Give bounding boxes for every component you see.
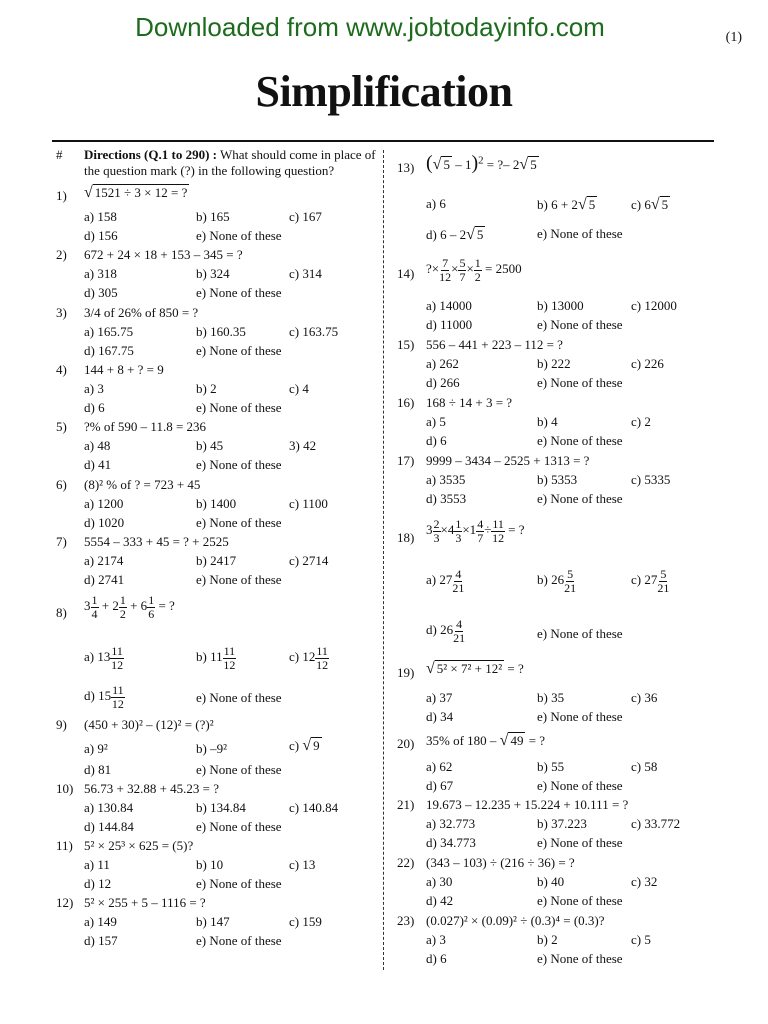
- option-e: e) None of these: [537, 951, 623, 966]
- option-c: c) 4: [289, 381, 309, 396]
- option-b: b) 35: [537, 690, 565, 705]
- question-number: 13): [397, 160, 415, 175]
- option-e: e) None of these: [537, 491, 623, 506]
- option-e: e) None of these: [537, 433, 623, 448]
- option-d-label: d): [84, 688, 95, 704]
- question-number: 4): [56, 362, 67, 377]
- question-20-expression: 35% of 180 – √ 49 = ?: [426, 732, 546, 749]
- option-d: d) 3553: [426, 491, 467, 506]
- option-a: a) 262: [426, 356, 459, 371]
- option-d: d) 11000: [426, 317, 473, 332]
- option-d: d) 157: [84, 933, 118, 948]
- expr-tail: = ?: [507, 661, 524, 676]
- option-d: d) 144.84: [84, 819, 134, 834]
- question-text: (0.027)² × (0.09)² ÷ (0.3)⁴ = (0.3)?: [426, 913, 605, 928]
- expr-tail: = 2500: [485, 261, 522, 277]
- option-c: c) 32: [631, 874, 658, 889]
- option-c: c) 5: [631, 932, 651, 947]
- question-number: 7): [56, 534, 67, 549]
- option-c: c) 36: [631, 690, 658, 705]
- expr-tail: = ?: [528, 733, 546, 748]
- option-c-label: c): [631, 572, 642, 588]
- question-number: 5): [56, 419, 67, 434]
- option-d: d) 67: [426, 778, 454, 793]
- option-c: c) 2714: [289, 553, 329, 568]
- option-e: e) None of these: [196, 933, 282, 948]
- question-1-expression: √ 1521 ÷ 3 × 12 = ?: [84, 184, 188, 201]
- option-d: d) 12: [84, 876, 112, 891]
- question-number: 12): [56, 895, 74, 910]
- option-b: b) 324: [196, 266, 230, 281]
- question-text: 3/4 of 26% of 850 = ?: [84, 305, 199, 320]
- page-number: (1): [725, 30, 742, 45]
- option-e: e) None of these: [196, 762, 282, 777]
- option-e: e) None of these: [537, 626, 623, 641]
- option-c: c) 6√ 5: [631, 196, 669, 213]
- directions-hash: #: [56, 147, 63, 162]
- option-d: d) 305: [84, 285, 118, 300]
- option-a-label: a): [84, 649, 95, 665]
- option-c: c) √ 9: [289, 737, 320, 754]
- option-d: d) 2741: [84, 572, 125, 587]
- option-d: d) 266: [426, 375, 460, 390]
- option-e: e) None of these: [537, 375, 623, 390]
- option-b: b) –9²: [196, 741, 227, 756]
- option-b: b) 37.223: [537, 816, 587, 831]
- question-text: (450 + 30)² – (12)² = (?)²: [84, 717, 214, 732]
- question-text: 56.73 + 32.88 + 45.23 = ?: [84, 781, 220, 796]
- expr-tail: = ?: [508, 522, 525, 538]
- option-b: b) 165: [196, 209, 230, 224]
- option-e: e) None of these: [196, 457, 282, 472]
- question-8-expression: 3 $\frac{1}{4}$ + 2 $\frac{1}{2}$ + 6 $\frac{1}{6}$ = ?: [84, 593, 175, 621]
- question-number: 9): [56, 717, 67, 732]
- option-a: a) 32.773: [426, 816, 476, 831]
- option-b: b) 11 $\frac{11}{12}$: [196, 644, 236, 672]
- option-b: b) 6 + 2√ 5: [537, 196, 596, 213]
- option-b: b) 4: [537, 414, 558, 429]
- option-a: a) 3: [84, 381, 104, 396]
- option-e: e) None of these: [537, 893, 623, 908]
- option-d: d) 81: [84, 762, 112, 777]
- option-a: a) 3535: [426, 472, 466, 487]
- option-d: d) 34: [426, 709, 454, 724]
- question-text: (343 – 103) ÷ (216 ÷ 36) = ?: [426, 855, 575, 870]
- option-d: d) 6: [426, 951, 447, 966]
- option-a: a) 149: [84, 914, 117, 929]
- option-c: c) 167: [289, 209, 322, 224]
- option-a-label: a): [426, 572, 437, 588]
- option-d: d) 34.773: [426, 835, 476, 850]
- question-text: (8)² % of ? = 723 + 45: [84, 477, 201, 492]
- question-text: 672 + 24 × 18 + 153 – 345 = ?: [84, 247, 243, 262]
- question-number: 23): [397, 913, 415, 928]
- option-a: a) 62: [426, 759, 453, 774]
- option-e: e) None of these: [196, 819, 282, 834]
- option-a: a) 3: [426, 932, 446, 947]
- option-a: a) 27 $\frac{4}{21}$: [426, 567, 465, 595]
- option-e: e) None of these: [196, 400, 282, 415]
- option-c: c) 5335: [631, 472, 671, 487]
- option-a: a) 6: [426, 196, 446, 211]
- question-text: 5² × 25³ × 625 = (5)?: [84, 838, 194, 853]
- option-c: c) 12000: [631, 298, 677, 313]
- option-d: d) 156: [84, 228, 118, 243]
- option-c: c) 33.772: [631, 816, 681, 831]
- option-b: b) 1400: [196, 496, 237, 511]
- option-e: e) None of these: [537, 317, 623, 332]
- option-b: b) 13000: [537, 298, 584, 313]
- option-b-label: b): [537, 197, 548, 212]
- option-b: b) 45: [196, 438, 224, 453]
- question-number: 2): [56, 247, 67, 262]
- option-a: a) 2174: [84, 553, 124, 568]
- option-a: a) 11: [84, 857, 110, 872]
- option-a: a) 158: [84, 209, 117, 224]
- option-b: b) 5353: [537, 472, 578, 487]
- option-b: b) 40: [537, 874, 565, 889]
- expr-tail: = ?: [158, 598, 175, 614]
- question-number: 3): [56, 305, 67, 320]
- question-text: 556 – 441 + 223 – 112 = ?: [426, 337, 563, 352]
- question-number: 8): [56, 605, 67, 620]
- option-e: e) None of these: [537, 835, 623, 850]
- question-number: 18): [397, 530, 415, 545]
- option-c: c) 13: [289, 857, 316, 872]
- option-b: b) 55: [537, 759, 565, 774]
- option-a: a) 5: [426, 414, 446, 429]
- question-number: 16): [397, 395, 415, 410]
- banner: Downloaded from www.jobtodayinfo.com: [135, 12, 605, 42]
- option-a: a) 30: [426, 874, 453, 889]
- question-text: ?% of 590 – 11.8 = 236: [84, 419, 207, 434]
- option-e: e) None of these: [196, 690, 282, 705]
- option-a: a) 13 $\frac{11}{12}$: [84, 644, 124, 672]
- question-number: 11): [56, 838, 73, 853]
- option-d: d) 1020: [84, 515, 125, 530]
- option-e: e) None of these: [196, 515, 282, 530]
- option-d: d) 6 – 2√ 5: [426, 226, 484, 243]
- option-b: b) 2417: [196, 553, 237, 568]
- question-text: 5554 – 333 + 45 = ? + 2525: [84, 534, 229, 549]
- option-d: d) 6: [84, 400, 105, 415]
- radical-text: 5² × 7² + 12²: [436, 661, 503, 676]
- option-b: b) 134.84: [196, 800, 246, 815]
- question-text: 9999 – 3434 – 2525 + 1313 = ?: [426, 453, 590, 468]
- option-b-label: b): [196, 649, 207, 665]
- directions-text: What should come in place of the question mark (?) in the following question?: [84, 147, 376, 178]
- question-number: 10): [56, 781, 74, 796]
- option-a: a) 37: [426, 690, 453, 705]
- option-c: c) 2: [631, 414, 651, 429]
- option-e: e) None of these: [196, 343, 282, 358]
- option-a: a) 165.75: [84, 324, 134, 339]
- question-number: 6): [56, 477, 67, 492]
- question-number: 1): [56, 188, 67, 203]
- option-d-label: d): [426, 227, 437, 242]
- question-text: 19.673 – 12.235 + 15.224 + 10.111 = ?: [426, 797, 629, 812]
- directions-label: Directions (Q.1 to 290) :: [84, 147, 217, 162]
- option-c: c) 1100: [289, 496, 328, 511]
- option-c-label: c): [631, 197, 642, 212]
- option-c-label: c): [289, 738, 300, 753]
- option-b: b) 222: [537, 356, 571, 371]
- option-c: 3) 42: [289, 438, 317, 453]
- option-c: c) 140.84: [289, 800, 339, 815]
- option-e: e) None of these: [537, 709, 623, 724]
- option-c: c) 314: [289, 266, 322, 281]
- question-number: 19): [397, 665, 415, 680]
- option-b: b) 147: [196, 914, 230, 929]
- option-a: a) 318: [84, 266, 117, 281]
- option-b-label: b): [537, 572, 548, 588]
- question-number: 17): [397, 453, 415, 468]
- option-d: d) 26 $\frac{4}{21}$: [426, 617, 466, 645]
- question-number: 22): [397, 855, 415, 870]
- option-e: e) None of these: [196, 876, 282, 891]
- option-d: d) 41: [84, 457, 112, 472]
- option-e: e) None of these: [537, 226, 623, 241]
- option-c: c) 27 $\frac{5}{21}$: [631, 567, 670, 595]
- option-d: d) 42: [426, 893, 454, 908]
- option-b: b) 2: [537, 932, 558, 947]
- radical-text: 9: [313, 738, 320, 753]
- option-e: e) None of these: [196, 285, 282, 300]
- question-text: 144 + 8 + ? = 9: [84, 362, 164, 377]
- option-b: b) 26 $\frac{5}{21}$: [537, 567, 577, 595]
- option-b: b) 160.35: [196, 324, 246, 339]
- option-d: d) 6: [426, 433, 447, 448]
- question-number: 15): [397, 337, 415, 352]
- question-text: 5² × 255 + 5 – 1116 = ?: [84, 895, 206, 910]
- option-c: c) 159: [289, 914, 322, 929]
- option-d: d) 167.75: [84, 343, 134, 358]
- option-a: a) 130.84: [84, 800, 134, 815]
- question-number: 20): [397, 736, 415, 751]
- question-number: 14): [397, 266, 415, 281]
- question-13-expression: (√ 5 – 1)$^2$ = ?– 2√ 5: [426, 152, 537, 174]
- option-c: c) 58: [631, 759, 658, 774]
- radical-text: 1521 ÷ 3 × 12 = ?: [94, 185, 188, 200]
- question-number: 21): [397, 797, 415, 812]
- question-text: 168 ÷ 14 + 3 = ?: [426, 395, 513, 410]
- question-19-expression: √ 5² × 7² + 12² = ?: [426, 660, 524, 677]
- question-text: 35% of 180 –: [426, 733, 497, 748]
- option-d: d) 15 $\frac{11}{12}$: [84, 683, 124, 711]
- option-a: a) 1200: [84, 496, 124, 511]
- option-a: a) 14000: [426, 298, 472, 313]
- option-c: c) 163.75: [289, 324, 339, 339]
- option-e: e) None of these: [537, 778, 623, 793]
- question-14-expression: ?× $\frac{7}{12}$ × $\frac{5}{7}$ × $\frac{1}{2}$ = 2500: [426, 256, 522, 284]
- question-18-expression: 3 $\frac{2}{3}$ ×4 $\frac{1}{3}$ ×1 $\frac{4}{7}$ ÷ $\frac{11}{12}$ = ?: [426, 517, 525, 545]
- option-c-label: c): [289, 649, 300, 665]
- expr-tail: = ?– 2: [486, 157, 520, 172]
- option-b: b) 10: [196, 857, 224, 872]
- option-c: c) 226: [631, 356, 664, 371]
- option-b: b) 2: [196, 381, 217, 396]
- option-a: a) 48: [84, 438, 111, 453]
- option-e: e) None of these: [196, 572, 282, 587]
- option-d-label: d): [426, 622, 437, 638]
- option-c: c) 12 $\frac{11}{12}$: [289, 644, 329, 672]
- option-e: e) None of these: [196, 228, 282, 243]
- option-a: a) 9²: [84, 741, 108, 756]
- page-title: Simplification: [255, 67, 513, 116]
